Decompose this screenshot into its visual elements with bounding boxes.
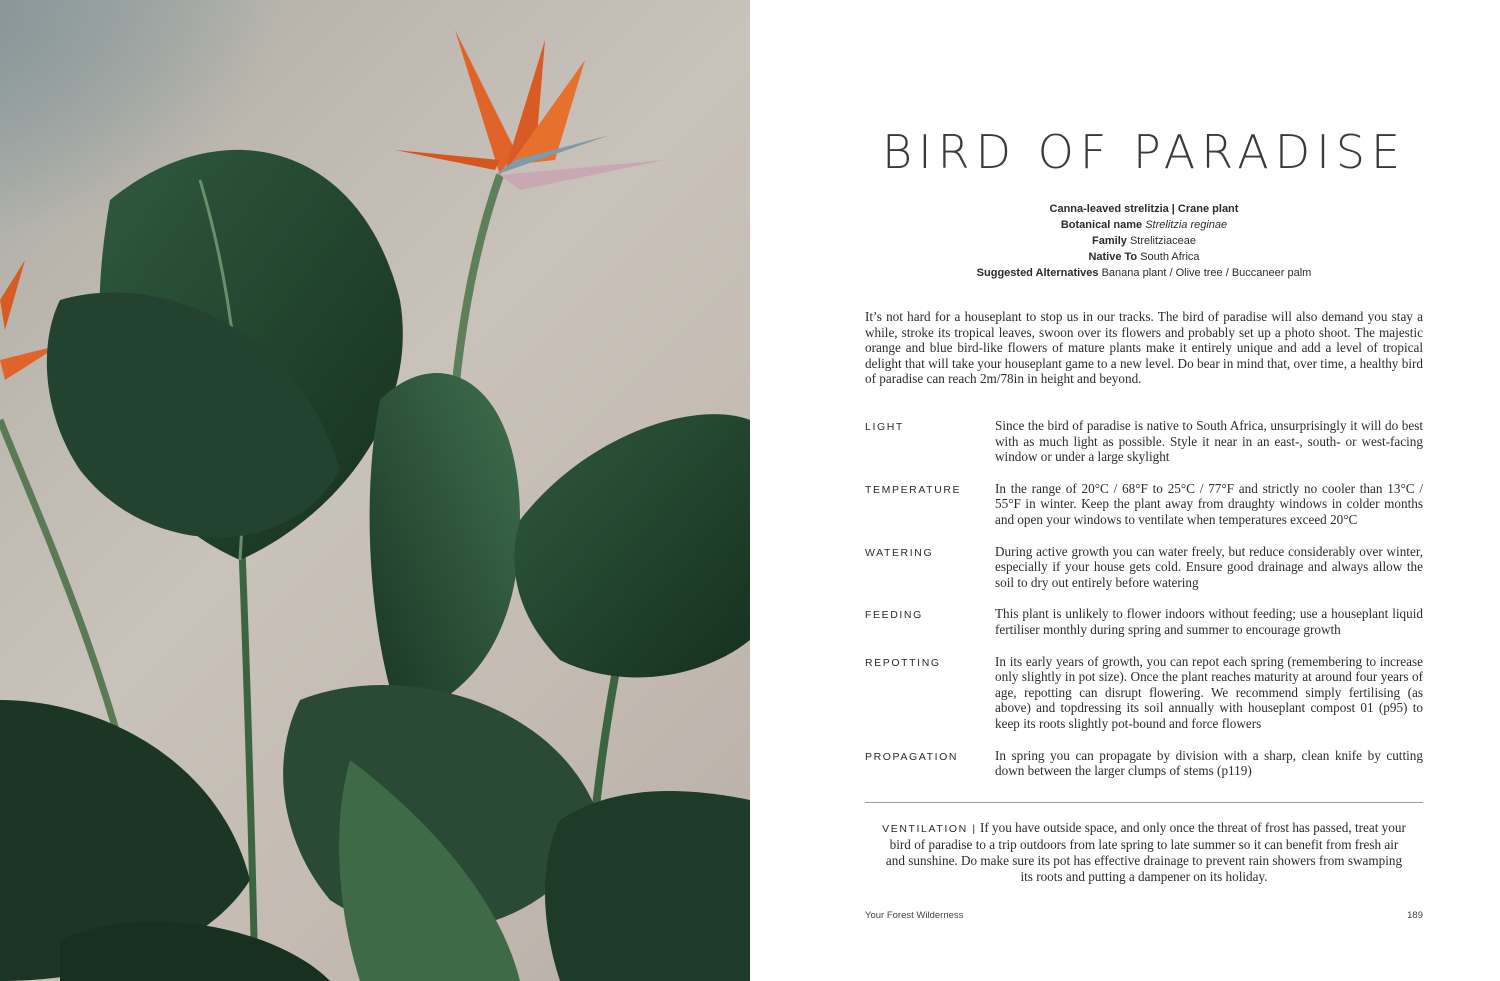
care-label: FEEDING bbox=[865, 609, 923, 622]
care-row-propagation bbox=[865, 748, 1423, 779]
care-text: Since the bird of paradise is native to South Africa, unsurprisingly it will do best with as much light as possible. Style it near in an east-, south- or west-facing window or under a large skylight bbox=[995, 418, 1423, 465]
care-text: In its early years of growth, you can repot each spring (remembering to increase only slightly in pot size). Once the plant reaches maturity at around four years of age, repotting can disrupt flowering. We recommend simply fertilising (as above) and topdressing its soil annually with houseplant compost 01 (p95) to keep its roots slightly pot-bound and force flowers bbox=[995, 653, 1423, 731]
care-label: PROPAGATION bbox=[865, 750, 959, 763]
care-label: WATERING bbox=[865, 546, 934, 559]
care-row-watering bbox=[865, 544, 1423, 591]
care-label: TEMPERATURE bbox=[865, 483, 962, 496]
page-number: 189 bbox=[1407, 910, 1423, 921]
meta-alternatives: Suggested Alternatives Banana plant / Olive tree / Buccaneer palm bbox=[976, 267, 1312, 279]
care-row-repotting bbox=[865, 654, 1423, 732]
ventilation-note bbox=[880, 820, 1408, 885]
care-label: REPOTTING bbox=[865, 656, 941, 669]
flower-orange-icon bbox=[395, 30, 665, 190]
text-page bbox=[750, 0, 1500, 981]
care-row-feeding bbox=[865, 606, 1423, 637]
ventilation-text: If you have outside space, and only once the threat of frost has passed, treat your bird of paradise to a trip outdoors from late spring to late summer so it can benefit from fresh air and sunshine. Do make sure its pot has effective drainage to prevent rain showers from swamping its roots and putting a dampener on its holiday. bbox=[885, 820, 1406, 884]
care-text: In the range of 20°C / 68°F to 25°C / 77°F and strictly no cooler than 13°C / 55°F in winter. Keep the plant away from draughty windows in colder months and open your windows to ventilate when temperatures exceed 20°C bbox=[995, 480, 1423, 527]
divider bbox=[865, 802, 1423, 803]
care-row-temperature bbox=[865, 481, 1423, 528]
care-text: This plant is unlikely to flower indoors without feeding; use a houseplant liquid fertiliser monthly during spring and summer to encourage growth bbox=[995, 606, 1423, 637]
meta-common-names: Canna-leaved strelitzia | Crane plant bbox=[1049, 203, 1239, 215]
meta-family: Family Strelitziaceae bbox=[1092, 235, 1196, 247]
care-text: During active growth you can water freely, but reduce considerably over winter, especially if your house gets cold. Ensure good drainage and always allow the soil to dry out entirely before watering bbox=[995, 543, 1423, 590]
care-row-light bbox=[865, 418, 1423, 465]
meta-botanical: Botanical name Strelitzia reginae bbox=[1060, 219, 1228, 231]
footer-section-title: Your Forest Wilderness bbox=[865, 910, 964, 921]
intro-paragraph: It’s not hard for a houseplant to stop us in our tracks. The bird of paradise will also demand you stay a while, stroke its tropical leaves, swoon over its flowers and probably set up a photo shoot. The majestic orange and blue bird-like flowers of mature plants make it entirely unique and add a level of tropical delight that will take your houseplant game to a new level. Do bear in mind that, over time, a healthy bird of paradise can reach 2m/78in in height and beyond. bbox=[865, 309, 1423, 387]
meta-native: Native To South Africa bbox=[1088, 251, 1200, 263]
page-title: BIRD OF PARADISE bbox=[881, 125, 1407, 179]
ventilation-label: VENTILATION | bbox=[882, 823, 977, 835]
plant-meta bbox=[865, 201, 1423, 281]
care-table bbox=[865, 418, 1423, 795]
care-label: LIGHT bbox=[865, 421, 904, 433]
care-text: In spring you can propagate by division with a sharp, clean knife by cutting down between the larger clumps of stems (p119) bbox=[995, 747, 1423, 779]
